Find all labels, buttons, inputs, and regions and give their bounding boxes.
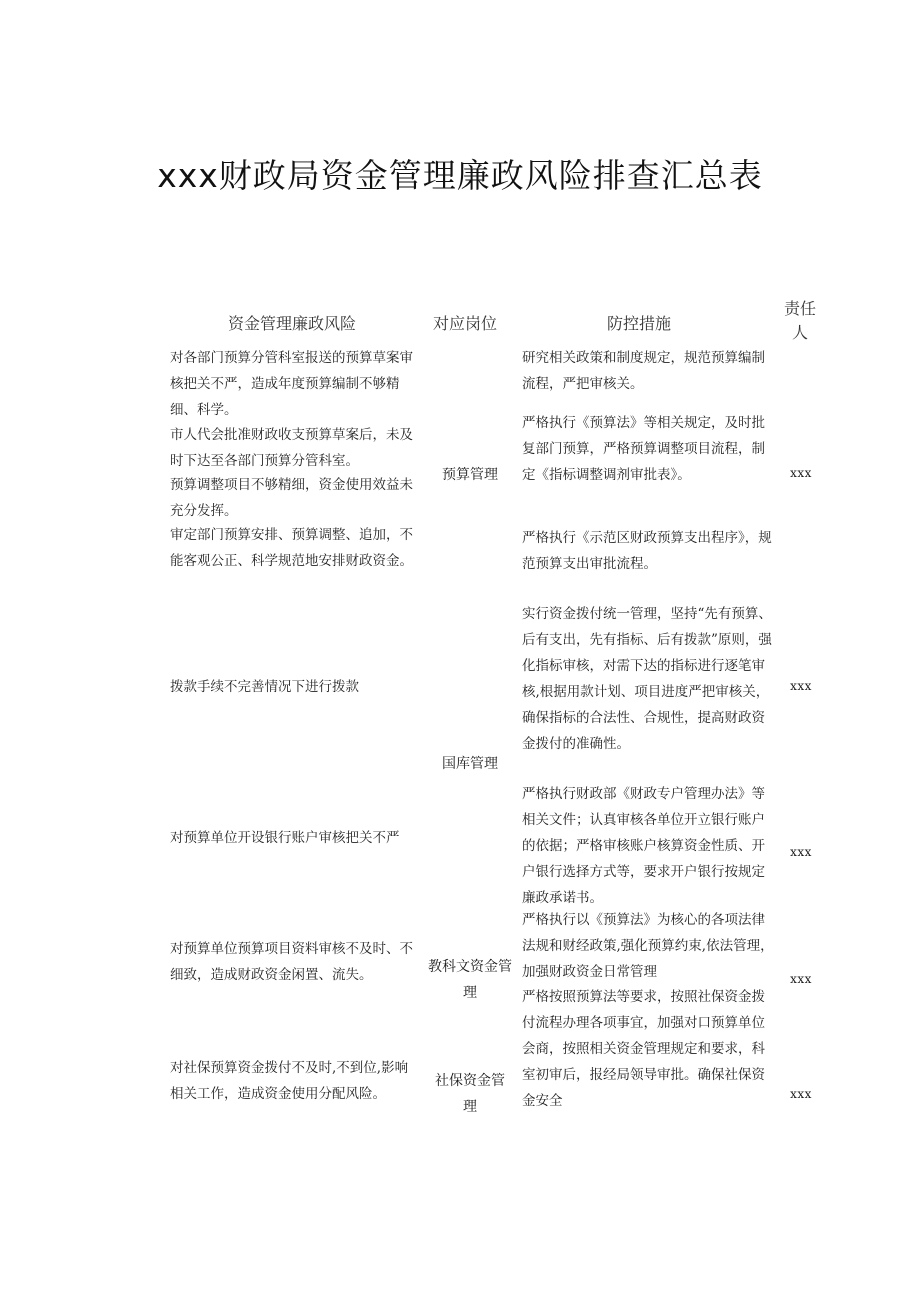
risk-item: 对预算单位开设银行账户审核把关不严 <box>170 830 400 846</box>
responsible-person: xxx <box>790 972 812 986</box>
risk-item: 市人代会批准财政收支预算草案后，未及时下达至各部门预算分管科室。 <box>170 427 413 469</box>
page-title: xxx财政局资金管理廉政风险排查汇总表 <box>157 156 763 195</box>
header-person <box>782 297 818 345</box>
responsible-person: xxx <box>790 845 812 859</box>
measure-item: 实行资金拨付统一管理，坚持“先有预算、后有支出，先有指标、后有拨款”原则，强化指标审核，对需下达的指标进行逐笔审核,根据用款计划、项目进度严把审核关，确保指标的合法性、合规性，提高财政资金拨付的准确性。 <box>522 606 772 752</box>
risk-item: 审定部门预算安排、预算调整、追加，不能客观公正、科学规范地安排财政资金。 <box>170 527 413 569</box>
responsible-person: xxx <box>790 1087 812 1101</box>
responsible-person: xxx <box>790 466 812 480</box>
header-post: 对应岗位 <box>433 314 498 333</box>
measure-item: 研究相关政策和制度规定，规范预算编制流程，严把审核关。 <box>522 350 765 392</box>
post-label: 国库管理 <box>442 756 498 772</box>
risk-item: 拨款手续不完善情况下进行拨款 <box>170 679 359 695</box>
risk-item: 对预算单位预算项目资料审核不及时、不细致，造成财政资金闲置、流失。 <box>170 941 413 983</box>
post-label: 预算管理 <box>442 467 498 483</box>
measure-item: 严格执行《预算法》等相关规定，及时批复部门预算，严格预算调整项目流程，制定《指标调整调剂审批表》。 <box>522 415 765 483</box>
risk-item: 预算调整项目不够精细，资金使用效益未充分发挥。 <box>170 477 413 519</box>
measure-item: 严格执行以《预算法》为核心的各项法律法规和财经政策,强化预算约束,依法管理，加强财政资金日常管理 <box>522 912 774 980</box>
header-person-line2: 人 <box>791 323 808 342</box>
header-person-line1: 责任 <box>783 299 816 318</box>
measure-item: 严格执行财政部《财政专户管理办法》等相关文件；认真审核各单位开立银行账户的依据；严格审核账户核算资金性质、开户银行选择方式等，要求开户银行按规定廉政承诺书。 <box>522 786 765 906</box>
header-risk: 资金管理廉政风险 <box>228 314 357 333</box>
header-measures: 防控措施 <box>607 314 672 333</box>
risk-item: 对各部门预算分管科室报送的预算草案审核把关不严，造成年度预算编制不够精细、科学。 <box>170 350 413 418</box>
post-label: 教科文资金管理 <box>428 959 512 1001</box>
responsible-person: xxx <box>790 679 812 693</box>
measure-item: 严格执行《示范区财政预算支出程序》，规范预算支出审批流程。 <box>522 530 772 572</box>
risk-item: 对社保预算资金拨付不及时,不到位,影响相关工作，造成资金使用分配风险。 <box>170 1060 409 1102</box>
post-label: 社保资金管理 <box>435 1073 505 1115</box>
measure-item: 严格按照预算法等要求，按照社保资金拨付流程办理各项事宜，加强对口预算单位会商，按照相关资金管理规定和要求，科室初审后，报经局领导审批。确保社保资金安全 <box>522 989 765 1109</box>
